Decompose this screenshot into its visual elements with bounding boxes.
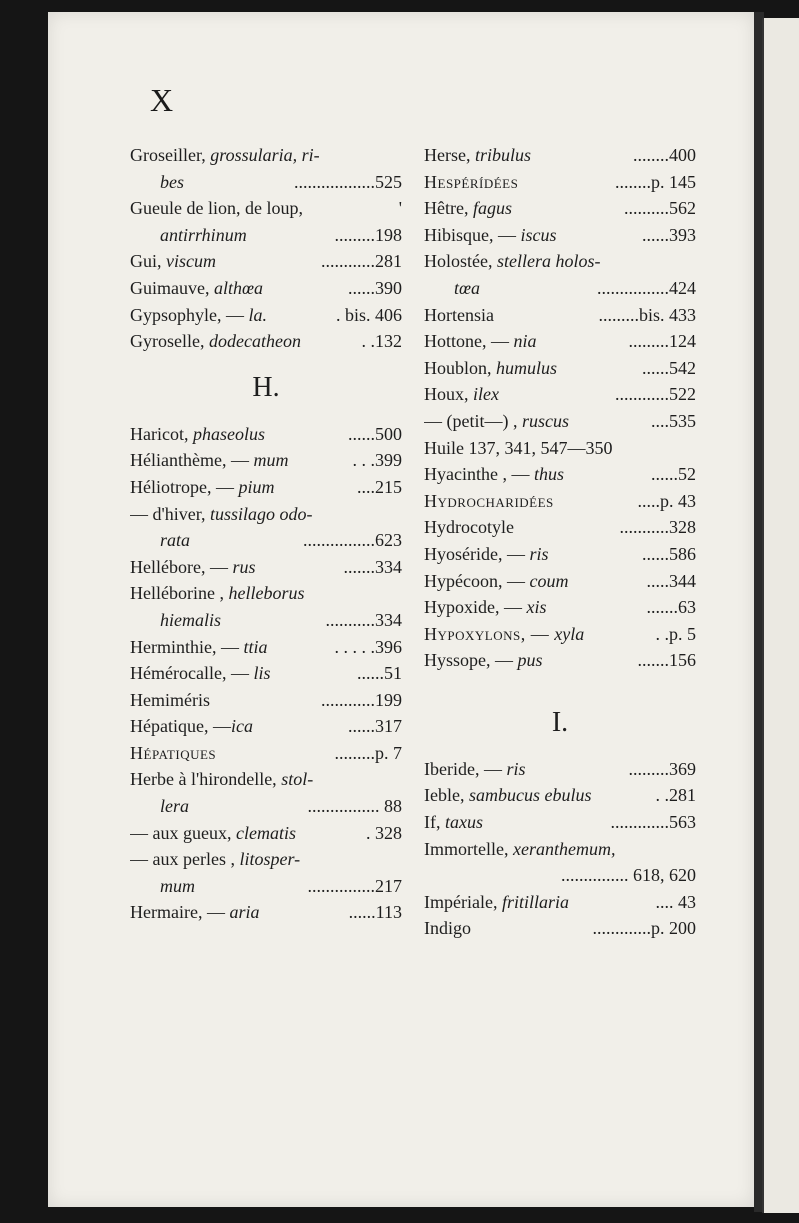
index-term [424, 169, 518, 196]
page-reference: ................424 [597, 277, 696, 298]
index-entry [424, 435, 696, 462]
index-entry [424, 889, 696, 916]
index-term [130, 195, 303, 222]
term-name: Hépatique, — [130, 716, 231, 737]
index-term [130, 634, 268, 661]
page-reference: ......51 [357, 663, 402, 684]
index-term [160, 222, 247, 249]
page-reference: .........bis. 433 [598, 304, 696, 325]
index-entry [424, 142, 696, 169]
index-entry [424, 862, 696, 889]
latin-name: stol- [281, 769, 314, 790]
index-entry [130, 501, 402, 528]
index-entry [130, 248, 402, 275]
term-name: Hydrocharidées [424, 490, 554, 511]
index-term [424, 222, 557, 249]
index-term [424, 809, 483, 836]
term-name: Hellébore, — [130, 556, 233, 577]
index-term [424, 915, 471, 942]
page-number: X [150, 82, 175, 118]
page-reference: . . .399 [352, 450, 402, 471]
index-term [424, 836, 615, 863]
index-term [130, 248, 216, 275]
index-term [130, 820, 296, 847]
index-entry [130, 142, 402, 169]
term-name: Hottone, — [424, 331, 514, 352]
latin-name: grossularia, ri- [210, 145, 320, 165]
index-entry [424, 594, 696, 621]
term-name: Hibisque, — [424, 224, 521, 245]
page-reference: ................623 [303, 530, 402, 551]
index-term [160, 607, 221, 634]
index-term [454, 275, 480, 302]
latin-name: ris [529, 543, 549, 564]
term-name: Herminthie, — [130, 636, 244, 657]
index-entry [424, 195, 696, 222]
index-entry [424, 809, 696, 836]
index-term [424, 647, 543, 674]
term-name: Huile 137, 341, 547—350 [424, 437, 613, 458]
latin-name: bes [160, 171, 184, 192]
index-term [130, 740, 216, 767]
latin-name: sambucus ebulus [468, 785, 592, 806]
latin-name: xeranthemum, [512, 838, 616, 859]
page-reference: ....215 [357, 476, 402, 497]
index-term [160, 793, 189, 820]
index-term [424, 248, 600, 275]
page-reference: ......113 [348, 902, 402, 923]
latin-name: ris [506, 758, 526, 779]
index-term [424, 594, 547, 621]
section-spacer [424, 674, 696, 690]
page-reference: ......586 [642, 543, 696, 564]
index-entry [424, 408, 696, 435]
page-reference: . 328 [366, 822, 402, 843]
latin-name: helleborus [228, 583, 305, 604]
term-name: — aux gueux, [130, 822, 236, 843]
latin-name: aria [229, 902, 260, 923]
index-entry [130, 660, 402, 687]
latin-name: humulus [496, 357, 558, 378]
page-reference: ........400 [633, 145, 696, 165]
section-heading: H. [252, 371, 280, 403]
index-entry [130, 195, 402, 222]
index-term [424, 195, 512, 222]
index-entry [424, 355, 696, 382]
latin-name: ttia [243, 636, 268, 657]
index-entry [424, 248, 696, 275]
index-column-left [130, 142, 402, 926]
term-name: Impériale, [424, 891, 502, 912]
index-entry [424, 621, 696, 648]
index-entry [130, 447, 402, 474]
index-term [130, 302, 267, 329]
index-term [424, 889, 569, 916]
page-reference: ......500 [348, 423, 402, 444]
term-name: — aux perles , [130, 849, 240, 870]
latin-name: xis [526, 597, 547, 618]
index-entry [130, 527, 402, 554]
index-term [424, 756, 525, 783]
page-reference: ...........334 [325, 609, 402, 630]
index-term [424, 142, 531, 169]
page-reference: ............... 618, 620 [561, 865, 696, 886]
index-entry [130, 873, 402, 900]
latin-name: lera [160, 796, 189, 817]
section-heading: I. [551, 706, 569, 738]
page-reference: ........p. 145 [615, 171, 696, 192]
latin-name: litosper- [239, 849, 301, 870]
page-reference: .....344 [646, 570, 696, 591]
index-entry [130, 580, 402, 607]
index-entry [424, 568, 696, 595]
index-entry [424, 782, 696, 809]
index-entry [130, 634, 402, 661]
page-reference: ............281 [321, 251, 402, 272]
index-entry [424, 461, 696, 488]
index-entry [424, 647, 696, 674]
latin-name: ilex [473, 384, 499, 405]
index-term [424, 355, 557, 382]
term-name: Héliotrope, — [130, 476, 239, 497]
latin-name: pus [517, 650, 543, 671]
page-reference: ......390 [348, 277, 402, 298]
index-term [130, 766, 313, 793]
index-entry [424, 328, 696, 355]
index-term [130, 846, 300, 873]
latin-name: ruscus [521, 410, 569, 431]
index-term [424, 514, 514, 541]
page-reference: .......63 [646, 597, 696, 618]
latin-name: rata [160, 530, 191, 551]
latin-name: la. [248, 304, 268, 325]
term-name: Hermaire, — [130, 902, 230, 923]
term-name: Gui, [130, 251, 166, 272]
term-name: If, [424, 812, 445, 833]
index-entry [130, 740, 402, 767]
index-entry [424, 541, 696, 568]
index-entry [130, 766, 402, 793]
index-term [130, 899, 259, 926]
index-entry [130, 169, 402, 196]
latin-name: coum [529, 570, 569, 591]
term-name: Herbe à l'hirondelle, [130, 769, 282, 790]
page-reference: .........198 [334, 224, 402, 245]
index-term [160, 873, 195, 900]
index-entry [424, 222, 696, 249]
index-entry [130, 302, 402, 329]
index-entry [424, 169, 696, 196]
index-term [424, 461, 564, 488]
term-name: — d'hiver, [130, 503, 211, 524]
term-name: Indigo [424, 918, 471, 939]
page-reference: . .281 [655, 785, 696, 806]
latin-name: mum [160, 875, 195, 896]
latin-name: ica [230, 716, 253, 737]
latin-name: iscus [520, 224, 557, 245]
index-entry [130, 328, 402, 355]
index-term [130, 421, 265, 448]
page-reference: ......542 [642, 357, 696, 378]
page-reference: .... 43 [655, 891, 696, 912]
latin-name: thus [533, 464, 564, 485]
page-reference: ................ 88 [307, 796, 402, 817]
page-reference: .......156 [637, 650, 696, 671]
index-entry [424, 514, 696, 541]
term-name: Ieble, [424, 785, 469, 806]
term-name: — (petit—) , [424, 410, 522, 431]
index-entry [424, 488, 696, 515]
index-term [130, 580, 304, 607]
page-reference: ..................525 [294, 171, 402, 192]
term-name: Hypoxylons, — [424, 623, 555, 644]
index-entry [130, 820, 402, 847]
page-reference: ......393 [642, 224, 696, 245]
index-term [424, 621, 584, 648]
term-name: Iberide, — [424, 758, 507, 779]
term-name: Houx, [424, 384, 473, 405]
latin-name: mum [253, 450, 289, 471]
page-reference: .............p. 200 [592, 918, 696, 939]
index-term [130, 474, 274, 501]
latin-name: xyla [554, 623, 585, 644]
term-name: Gypsophyle, — [130, 304, 249, 325]
latin-name: rus [232, 556, 256, 577]
latin-name: pium [238, 476, 275, 497]
term-name: Hêtre, [424, 198, 473, 219]
page-reference: ...........328 [619, 517, 696, 538]
term-name: Hélianthème, — [130, 450, 254, 471]
latin-name: tussilago odo- [210, 503, 313, 524]
page-reference: . .p. 5 [655, 623, 696, 644]
index-term [424, 435, 613, 462]
index-entry [130, 687, 402, 714]
page-reference: .............563 [610, 812, 696, 833]
term-name: Hyssope, — [424, 650, 518, 671]
page-reference: . . . . .396 [334, 636, 402, 657]
latin-name: hiemalis [160, 609, 221, 630]
term-name: Hépatiques [130, 742, 217, 763]
index-entry [424, 915, 696, 942]
term-name: Hydrocotyle [424, 517, 514, 538]
term-name: Hespérídées [424, 171, 519, 192]
index-term [130, 275, 263, 302]
page-reference: .........p. 7 [334, 742, 402, 763]
index-term [424, 328, 537, 355]
page-reference: ............199 [321, 689, 402, 710]
index-term [424, 408, 569, 435]
term-name: Immortelle, [424, 838, 513, 859]
term-name: Haricot, [130, 423, 193, 444]
index-term [130, 687, 210, 714]
term-name: Hypécoon, — [424, 570, 530, 591]
page-reference: ....535 [651, 410, 696, 431]
page-reference: ......52 [651, 464, 696, 485]
index-entry [130, 275, 402, 302]
term-name: Groseiller, [130, 145, 211, 165]
term-name: Hypoxide, — [424, 597, 527, 618]
index-entry [130, 793, 402, 820]
term-name: Guimauve, [130, 277, 214, 298]
term-name: Houblon, [424, 357, 496, 378]
latin-name: fagus [472, 198, 512, 219]
page-reference: .........124 [628, 331, 696, 352]
term-name: Helléborine , [130, 583, 229, 604]
index-entry [130, 713, 402, 740]
facing-page-edge [762, 18, 799, 1213]
page-reference: . bis. 406 [335, 304, 402, 325]
latin-name: antirrhinum [160, 224, 247, 245]
index-term [130, 554, 255, 581]
page-reference: ...............217 [307, 875, 402, 896]
page-reference: ..........562 [624, 198, 696, 219]
term-name: Gueule de lion, de loup, [130, 198, 303, 219]
latin-name: taxus [445, 812, 483, 833]
index-term [424, 488, 554, 515]
index-entry [130, 421, 402, 448]
index-term [160, 527, 190, 554]
index-term [160, 169, 184, 196]
page-reference: ............522 [615, 384, 696, 405]
latin-name: althœa [213, 277, 263, 298]
index-entry [130, 474, 402, 501]
latin-name: phaseolus [192, 423, 265, 444]
page-reference: ' [398, 198, 402, 219]
index-entry [130, 222, 402, 249]
index-term [424, 302, 494, 329]
latin-name: nia [513, 331, 537, 352]
term-name: Herse, [424, 145, 475, 165]
latin-name: tœa [454, 277, 481, 298]
page-reference: .......334 [343, 556, 402, 577]
index-entry [130, 554, 402, 581]
index-entry [424, 836, 696, 863]
index-entry [130, 846, 402, 873]
index-entry [424, 756, 696, 783]
latin-name: dodecatheon [208, 331, 301, 352]
latin-name: stellera holos- [496, 251, 601, 272]
index-entry [424, 302, 696, 329]
page-reference: .....p. 43 [637, 490, 696, 511]
index-term [130, 713, 253, 740]
index-term [130, 142, 320, 169]
index-term [130, 501, 313, 528]
term-name: Gyroselle, [130, 331, 209, 352]
page-reference: ......317 [348, 716, 402, 737]
index-term [130, 660, 270, 687]
index-term [424, 568, 568, 595]
latin-name: viscum [166, 251, 216, 272]
latin-name: fritillaria [501, 891, 569, 912]
latin-name: tribulus [474, 145, 531, 165]
page-reference: .........369 [628, 758, 696, 779]
index-term [424, 782, 591, 809]
term-name: Holostée, [424, 251, 497, 272]
term-name: Hyoséride, — [424, 543, 530, 564]
latin-name: clematis [235, 822, 296, 843]
term-name: Hemiméris [130, 689, 210, 710]
term-name: Hyacinthe , — [424, 464, 534, 485]
index-term [424, 541, 549, 568]
index-entry [424, 275, 696, 302]
latin-name: lis [253, 663, 271, 684]
index-term [130, 328, 301, 355]
index-entry [130, 899, 402, 926]
index-column-right [424, 142, 696, 942]
index-term [130, 447, 288, 474]
index-entry [130, 607, 402, 634]
term-name: Hémérocalle, — [130, 663, 254, 684]
term-name: Hortensia [424, 304, 494, 325]
index-term [424, 381, 499, 408]
index-entry [424, 381, 696, 408]
page-reference: . .132 [361, 331, 402, 352]
